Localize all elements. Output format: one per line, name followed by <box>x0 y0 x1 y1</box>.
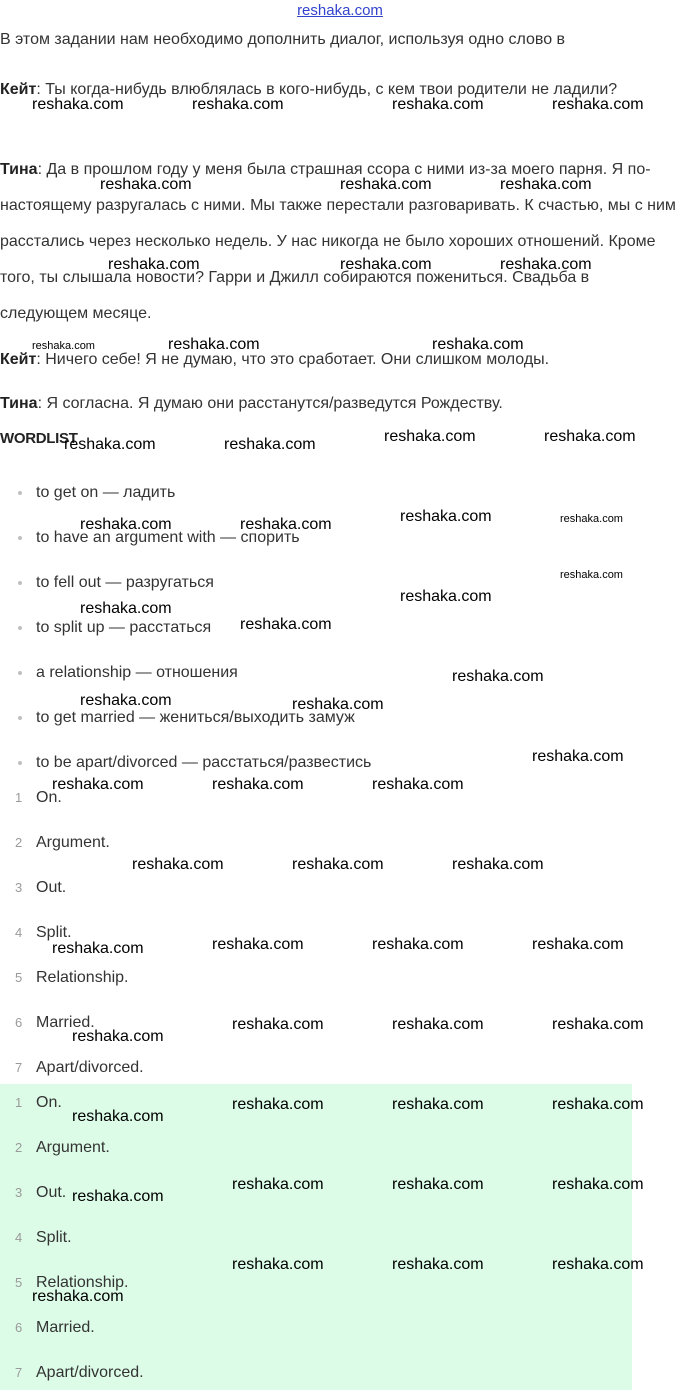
intro-text: В этом задании нам необходимо дополнить диалог, используя одно слово в <box>0 31 566 48</box>
item-number: 4 <box>15 925 23 940</box>
wordlist-entry: to have an argument with — спорить <box>36 529 300 546</box>
answer-text: Apart/divorced. <box>36 1059 144 1076</box>
watermark: reshaka.com <box>224 436 316 453</box>
watermark: reshaka.com <box>392 96 484 113</box>
item-number: 7 <box>15 1365 23 1380</box>
answer-text: Argument. <box>36 834 110 851</box>
list-item <box>0 870 680 915</box>
answer-text: Married. <box>36 1014 95 1031</box>
item-number: 1 <box>15 1095 23 1110</box>
watermark: reshaka.com <box>240 616 332 633</box>
watermark: reshaka.com <box>192 96 284 113</box>
answer-text: Apart/divorced. <box>36 1364 144 1381</box>
watermark: reshaka.com <box>452 668 544 685</box>
wordlist-title: WORDLIST <box>0 430 78 447</box>
list-item <box>0 960 680 1005</box>
item-number: 2 <box>15 835 23 850</box>
watermark: reshaka.com <box>560 513 623 525</box>
bullet-icon <box>18 581 22 585</box>
item-number: 2 <box>15 1140 23 1155</box>
watermark: reshaka.com <box>32 96 124 113</box>
wordlist-entry: to fell out — разругаться <box>36 574 214 591</box>
item-number: 1 <box>15 790 23 805</box>
watermark: reshaka.com <box>80 692 172 709</box>
highlighted-answer-list <box>0 1085 680 1400</box>
item-number: 3 <box>15 1185 23 1200</box>
item-number: 6 <box>15 1320 23 1335</box>
wordlist-entry: to get on — ладить <box>36 484 176 501</box>
speaker-name: Тина <box>0 395 38 412</box>
watermark: reshaka.com <box>432 336 524 353</box>
wordlist-entry: to be apart/divorced — расстаться/развестись <box>36 754 372 771</box>
answer-text: Out. <box>36 1184 67 1201</box>
watermark: reshaka.com <box>232 1096 324 1113</box>
watermark: reshaka.com <box>80 516 172 533</box>
answer-text: On. <box>36 1094 62 1111</box>
bullet-icon <box>18 626 22 630</box>
speaker-name: Кейт <box>0 351 37 368</box>
watermark: reshaka.com <box>100 176 192 193</box>
watermark: reshaka.com <box>212 776 304 793</box>
watermark: reshaka.com <box>72 1188 164 1205</box>
watermark: reshaka.com <box>552 96 644 113</box>
list-item <box>0 1310 680 1355</box>
watermark: reshaka.com <box>384 428 476 445</box>
watermark: reshaka.com <box>80 600 172 617</box>
bullet-icon <box>18 536 22 540</box>
dialogue-line-tina-2 <box>0 386 680 422</box>
item-number: 4 <box>15 1230 23 1245</box>
wordlist-entry: a relationship — отношения <box>36 664 238 681</box>
watermark: reshaka.com <box>500 176 592 193</box>
speaker-name: Тина <box>0 161 38 178</box>
watermark: reshaka.com <box>452 856 544 873</box>
watermark: reshaka.com <box>552 1176 644 1193</box>
bullet-icon <box>18 491 22 495</box>
watermark: reshaka.com <box>232 1256 324 1273</box>
speaker-name: Кейт <box>0 81 37 98</box>
answer-text: Out. <box>36 879 67 896</box>
watermark: reshaka.com <box>72 1028 164 1045</box>
watermark: reshaka.com <box>552 1096 644 1113</box>
dialogue-text: : Ты когда-нибудь влюблялась в кого-нибудь, с кем твои родители не ладили? <box>36 81 618 98</box>
watermark: reshaka.com <box>392 1176 484 1193</box>
watermark: reshaka.com <box>240 516 332 533</box>
wordlist-entry: to get married — жениться/выходить замуж <box>36 709 355 726</box>
watermark: reshaka.com <box>400 508 492 525</box>
answer-text: Split. <box>36 924 72 941</box>
watermark: reshaka.com <box>372 776 464 793</box>
watermark: reshaka.com <box>52 776 144 793</box>
answer-text: Argument. <box>36 1139 110 1156</box>
dialogue-text: : Я согласна. Я думаю они расстанутся/разведутся Рождеству. <box>37 395 503 412</box>
watermark: reshaka.com <box>168 336 260 353</box>
site-link[interactable]: reshaka.com <box>297 2 383 19</box>
watermark: reshaka.com <box>340 176 432 193</box>
watermark: reshaka.com <box>292 856 384 873</box>
watermark: reshaka.com <box>132 856 224 873</box>
answer-text: On. <box>36 789 62 806</box>
watermark: reshaka.com <box>72 1108 164 1125</box>
watermark: reshaka.com <box>560 569 623 581</box>
wordlist-entry: to split up — расстаться <box>36 619 212 636</box>
answer-text: Split. <box>36 1229 72 1246</box>
item-number: 5 <box>15 1275 23 1290</box>
watermark: reshaka.com <box>52 940 144 957</box>
item-number: 7 <box>15 1060 23 1075</box>
watermark: reshaka.com <box>500 256 592 273</box>
watermark: reshaka.com <box>532 936 624 953</box>
watermark: reshaka.com <box>552 1016 644 1033</box>
answer-text: Relationship. <box>36 1274 129 1291</box>
list-item <box>0 1355 680 1400</box>
watermark: reshaka.com <box>108 256 200 273</box>
dialogue-text: : Да в прошлом году у меня была страшная ссора с ними из-за моего парня. Я по-настоящему разругалась с ними. Мы также перестали разговаривать. К счастью, мы с ним расстались через несколько недель. У нас никогда не было хороших отношений. Кроме того, ты слышала новости? Гарри и Джилл собираются пожениться. Свадьба в следующем месяце. <box>0 161 676 322</box>
watermark: reshaka.com <box>392 1096 484 1113</box>
watermark: reshaka.com <box>372 936 464 953</box>
watermark: reshaka.com <box>64 436 156 453</box>
watermark: reshaka.com <box>32 1288 124 1305</box>
dialogue-line-kate-2 <box>0 342 680 378</box>
watermark: reshaka.com <box>32 340 95 352</box>
list-item <box>0 1130 680 1175</box>
watermark: reshaka.com <box>544 428 636 445</box>
watermark: reshaka.com <box>392 1256 484 1273</box>
item-number: 3 <box>15 880 23 895</box>
bullet-icon <box>18 671 22 675</box>
bullet-icon <box>18 761 22 765</box>
watermark: reshaka.com <box>292 696 384 713</box>
dialogue-text: : Ничего себе! Я не думаю, что это сработает. Они слишком молоды. <box>36 351 550 368</box>
watermark: reshaka.com <box>400 588 492 605</box>
watermark: reshaka.com <box>552 1256 644 1273</box>
watermark: reshaka.com <box>232 1176 324 1193</box>
bullet-icon <box>18 716 22 720</box>
answer-text: Married. <box>36 1319 95 1336</box>
watermark: reshaka.com <box>232 1016 324 1033</box>
watermark: reshaka.com <box>532 748 624 765</box>
answer-text: Relationship. <box>36 969 129 986</box>
watermark: reshaka.com <box>340 256 432 273</box>
watermark: reshaka.com <box>392 1016 484 1033</box>
item-number: 5 <box>15 970 23 985</box>
item-number: 6 <box>15 1015 23 1030</box>
watermark: reshaka.com <box>212 936 304 953</box>
